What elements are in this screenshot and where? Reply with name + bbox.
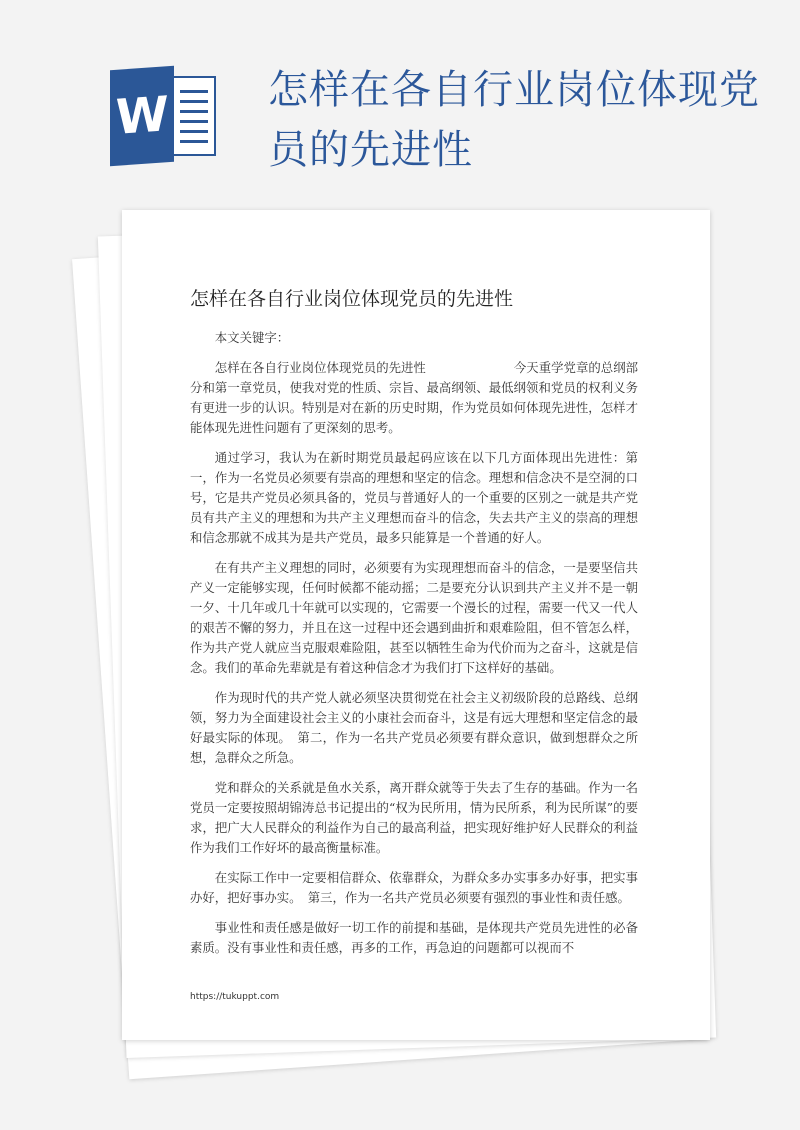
paragraph: 党和群众的关系就是鱼水关系，离开群众就等于失去了生存的基础。作为一名党员一定要按照胡锦涛总书记提出的“权为民所用，情为民所系，利为民所谋”的要求，把广大人民群众的利益作为自己的最高利益，把实现好维护好人民群众的利益作为我们工作好坏的最高衡量标准。 [190, 780, 638, 855]
paragraph: 在实际工作中一定要相信群众、依靠群众，为群众多办实事多办好事，把实事办好，把好事办实。 第三，作为一名共产党员必须要有强烈的事业性和责任感。 [190, 870, 638, 905]
document-body [190, 328, 638, 968]
document-page [122, 210, 710, 1040]
keywords-line: 本文关键字： [214, 330, 290, 345]
paragraph: 通过学习，我认为在新时期党员最起码应该在以下几方面体现出先进性：第一，作为一名党员必须要有崇高的理想和坚定的信念。理想和信念决不是空洞的口号，它是共产党员必须具备的，党员与普通好人的一个重要的区别之一就是共产党员有共产主义的理想和为共产主义理想而奋斗的信念，失去共产主义的崇高的理想和信念那就不成其为是共产党员，最多只能算是一个普通的好人。 [190, 450, 638, 545]
word-document-icon [110, 68, 220, 164]
document-title: 怎样在各自行业岗位体现党员的先进性 [190, 288, 514, 310]
paragraph-lead: 怎样在各自行业岗位体现党员的先进性 [214, 360, 426, 375]
word-letter-badge: W [110, 66, 174, 166]
paragraph: 事业性和责任感是做好一切工作的前提和基础，是体现共产党员先进性的必备素质。没有事业性和责任感，再多的工作，再急迫的问题都可以视而不 [190, 920, 638, 955]
paragraph-text: 今天重学党章的总纲部分和第一章党员，使我对党的性质、宗旨、最高纲领、最低纲领和党员的权利义务有更进一步的认识。特别是对在新的历史时期，作为党员如何体现先进性，怎样才能体现先进性问题有了更深刻的思考。 [190, 360, 639, 435]
paragraph: 在有共产主义理想的同时，必须要有为实现理想而奋斗的信念，一是要坚信共产义一定能够实现，任何时候都不能动摇；二是要充分认识到共产主义并不是一朝一夕、十几年或几十年就可以实现的，它需要一个漫长的过程，需要一代又一代人的艰苦不懈的努力，并且在这一过程中还会遇到曲折和艰难险阻，但不管怎么样，作为共产党人就应当克服艰难险阻，甚至以牺牲生命为代价而为之奋斗，这就是信念。我们的革命先辈就是有着这种信念才为我们打下这样好的基础。 [190, 560, 638, 675]
cover-title: 怎样在各自行业岗位体现党员的先进性 [268, 67, 760, 173]
paragraph [190, 358, 638, 438]
source-url: https://tukuppt.com [190, 992, 280, 1002]
paragraph: 作为现时代的共产党人就必须坚决贯彻党在社会主义初级阶段的总路线、总纲领，努力为全面建设社会主义的小康社会而奋斗，这是有远大理想和坚定信念的最好最实际的体现。 第二，作为一名共产党员必须要有群众意识，做到想群众之所想，急群众之所急。 [190, 690, 638, 765]
